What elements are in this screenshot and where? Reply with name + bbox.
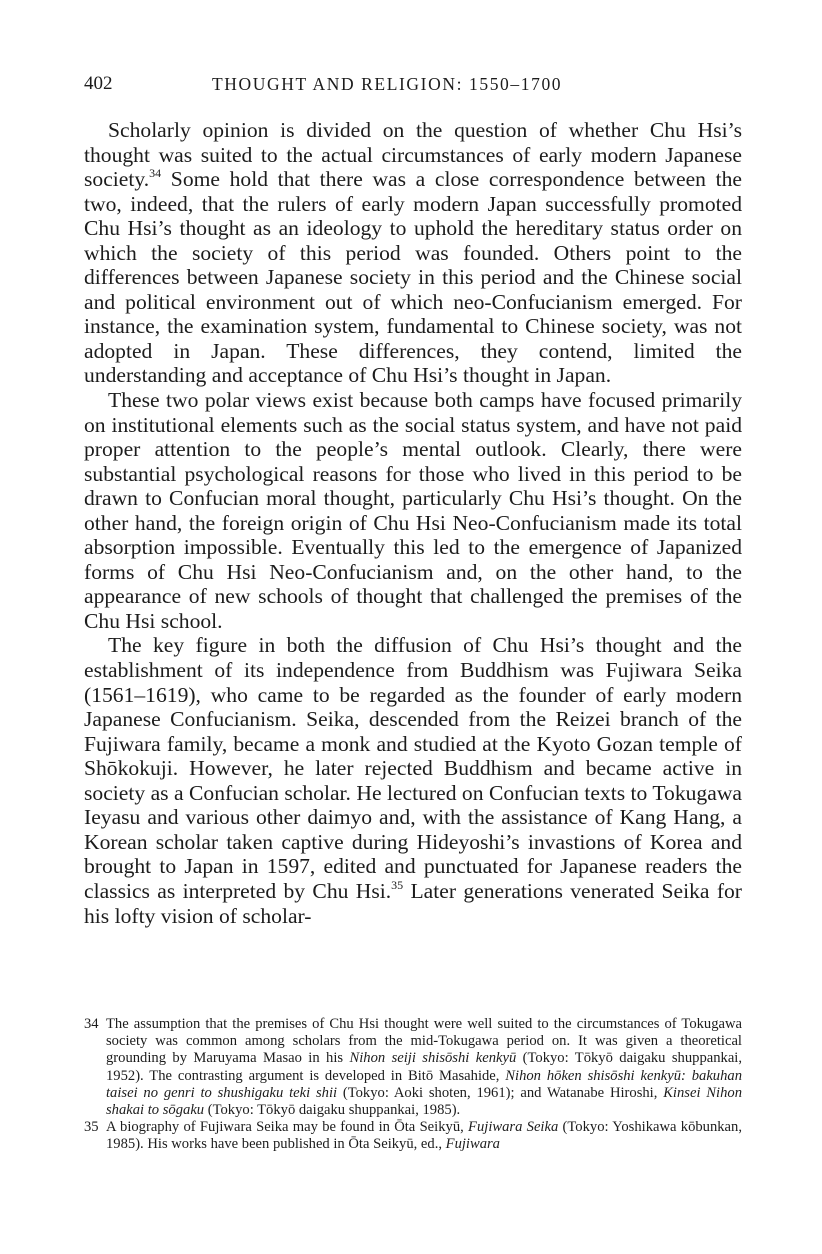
footnote-text: (Tokyo: Tōkyō daigaku shuppankai, 1985).	[204, 1102, 461, 1119]
footnotes	[84, 1016, 742, 1154]
footnote-ref-34: 34	[149, 166, 162, 181]
footnote-number: 34	[84, 1016, 99, 1032]
paragraph-3-text-cont: Later generations venerated Seika for his lofty vision of scholar-	[84, 878, 742, 928]
footnote-text: A biography of Fujiwara Seika may be found in Ōta Seikyū,	[106, 1119, 469, 1136]
footnote-ref-35: 35	[391, 877, 404, 892]
book-title: Fujiwara	[445, 1136, 500, 1153]
footnote-35	[84, 1119, 742, 1153]
paragraph-3	[84, 633, 742, 928]
footnote-34	[84, 1016, 742, 1119]
book-title: Nihon seiji shisōshi kenkyū	[349, 1050, 517, 1067]
footnote-number: 35	[84, 1119, 99, 1136]
page-number: 402	[84, 73, 113, 94]
page-header	[84, 70, 744, 100]
book-title: Fujiwara Seika	[468, 1119, 559, 1136]
body-text	[84, 118, 742, 928]
footnote-text: (Tokyo: Yoshikawa kōbunkan, 1985). His works have been published in Ōta Seikyū, ed.,	[106, 1119, 742, 1153]
paragraph-1	[84, 118, 742, 388]
paragraph-1-text: Scholarly opinion is divided on the question of whether Chu Hsi’s thought was suited to the actual circumstances of early modern Japanese society.	[84, 118, 742, 192]
footnote-text: (Tokyo: Aoki shoten, 1961); and Watanabe Hiroshi,	[337, 1084, 664, 1101]
book-title: Nihon hōken shisōshi kenkyū: bakuhan taisei no genri to shushigaku teki shii	[106, 1067, 742, 1101]
paragraph-2: These two polar views exist because both camps have focused primarily on institutional elements such as the social status system, and have not paid proper attention to the people’s mental outlook. Clearly, there were substantial psychological reasons for those who lived in this period to be drawn to Confucian moral thought, particularly Chu Hsi’s thought. On the other hand, the foreign origin of Chu Hsi Neo-Confucianism made its total absorption impossible. Eventually this led to the emergence of Japanized forms of Chu Hsi Neo-Confucianism and, on the other hand, to the appearance of new schools of thought that challenged the premises of the Chu Hsi school.	[84, 388, 742, 633]
footnote-text: The assumption that the premises of Chu Hsi thought were well suited to the circumstances of Tokugawa society was common among scholars from the mid-Tokugawa period on. It was given a theoretical grounding by Maruyama Masao in his	[106, 1016, 742, 1067]
paragraph-1-text-cont: Some hold that there was a close correspondence between the two, indeed, that the rulers of early modern Japan successfully promoted Chu Hsi’s thought as an ideology to uphold the hereditary status order on which the society of this period was founded. Others point to the differences between Japanese society in this period and the Chinese social and political environment out of which neo-Confucianism emerged. For instance, the examination system, fundamental to Chinese society, was not adopted in Japan. These differences, they contend, limited the understanding and acceptance of Chu Hsi’s thought in Japan.	[84, 167, 742, 388]
footnote-text: (Tokyo: Tōkyō daigaku shuppankai, 1952). The contrasting argument is developed in Bitō Masahide,	[106, 1050, 742, 1084]
paragraph-3-text: The key figure in both the diffusion of Chu Hsi’s thought and the establishment of its independence from Buddhism was Fujiwara Seika (1561–1619), who came to be regarded as the founder of early modern Japanese Confucianism. Seika, descended from the Reizei branch of the Fujiwara family, became a monk and studied at the Kyoto Gozan temple of Shōkokuji. However, he later rejected Buddhism and became active in society as a Confucian scholar. He lectured on Confucian texts to Tokugawa Ieyasu and various other daimyo and, with the assistance of Kang Hang, a Korean scholar taken captive during Hideyoshi’s invastions of Korea and brought to Japan in 1597, edited and punctuated for Japanese readers the classics as interpreted by Chu Hsi.	[84, 633, 742, 903]
book-title: Kinsei Nihon shakai to sōgaku	[106, 1084, 742, 1119]
running-title: THOUGHT AND RELIGION: 1550–1700	[212, 74, 563, 94]
